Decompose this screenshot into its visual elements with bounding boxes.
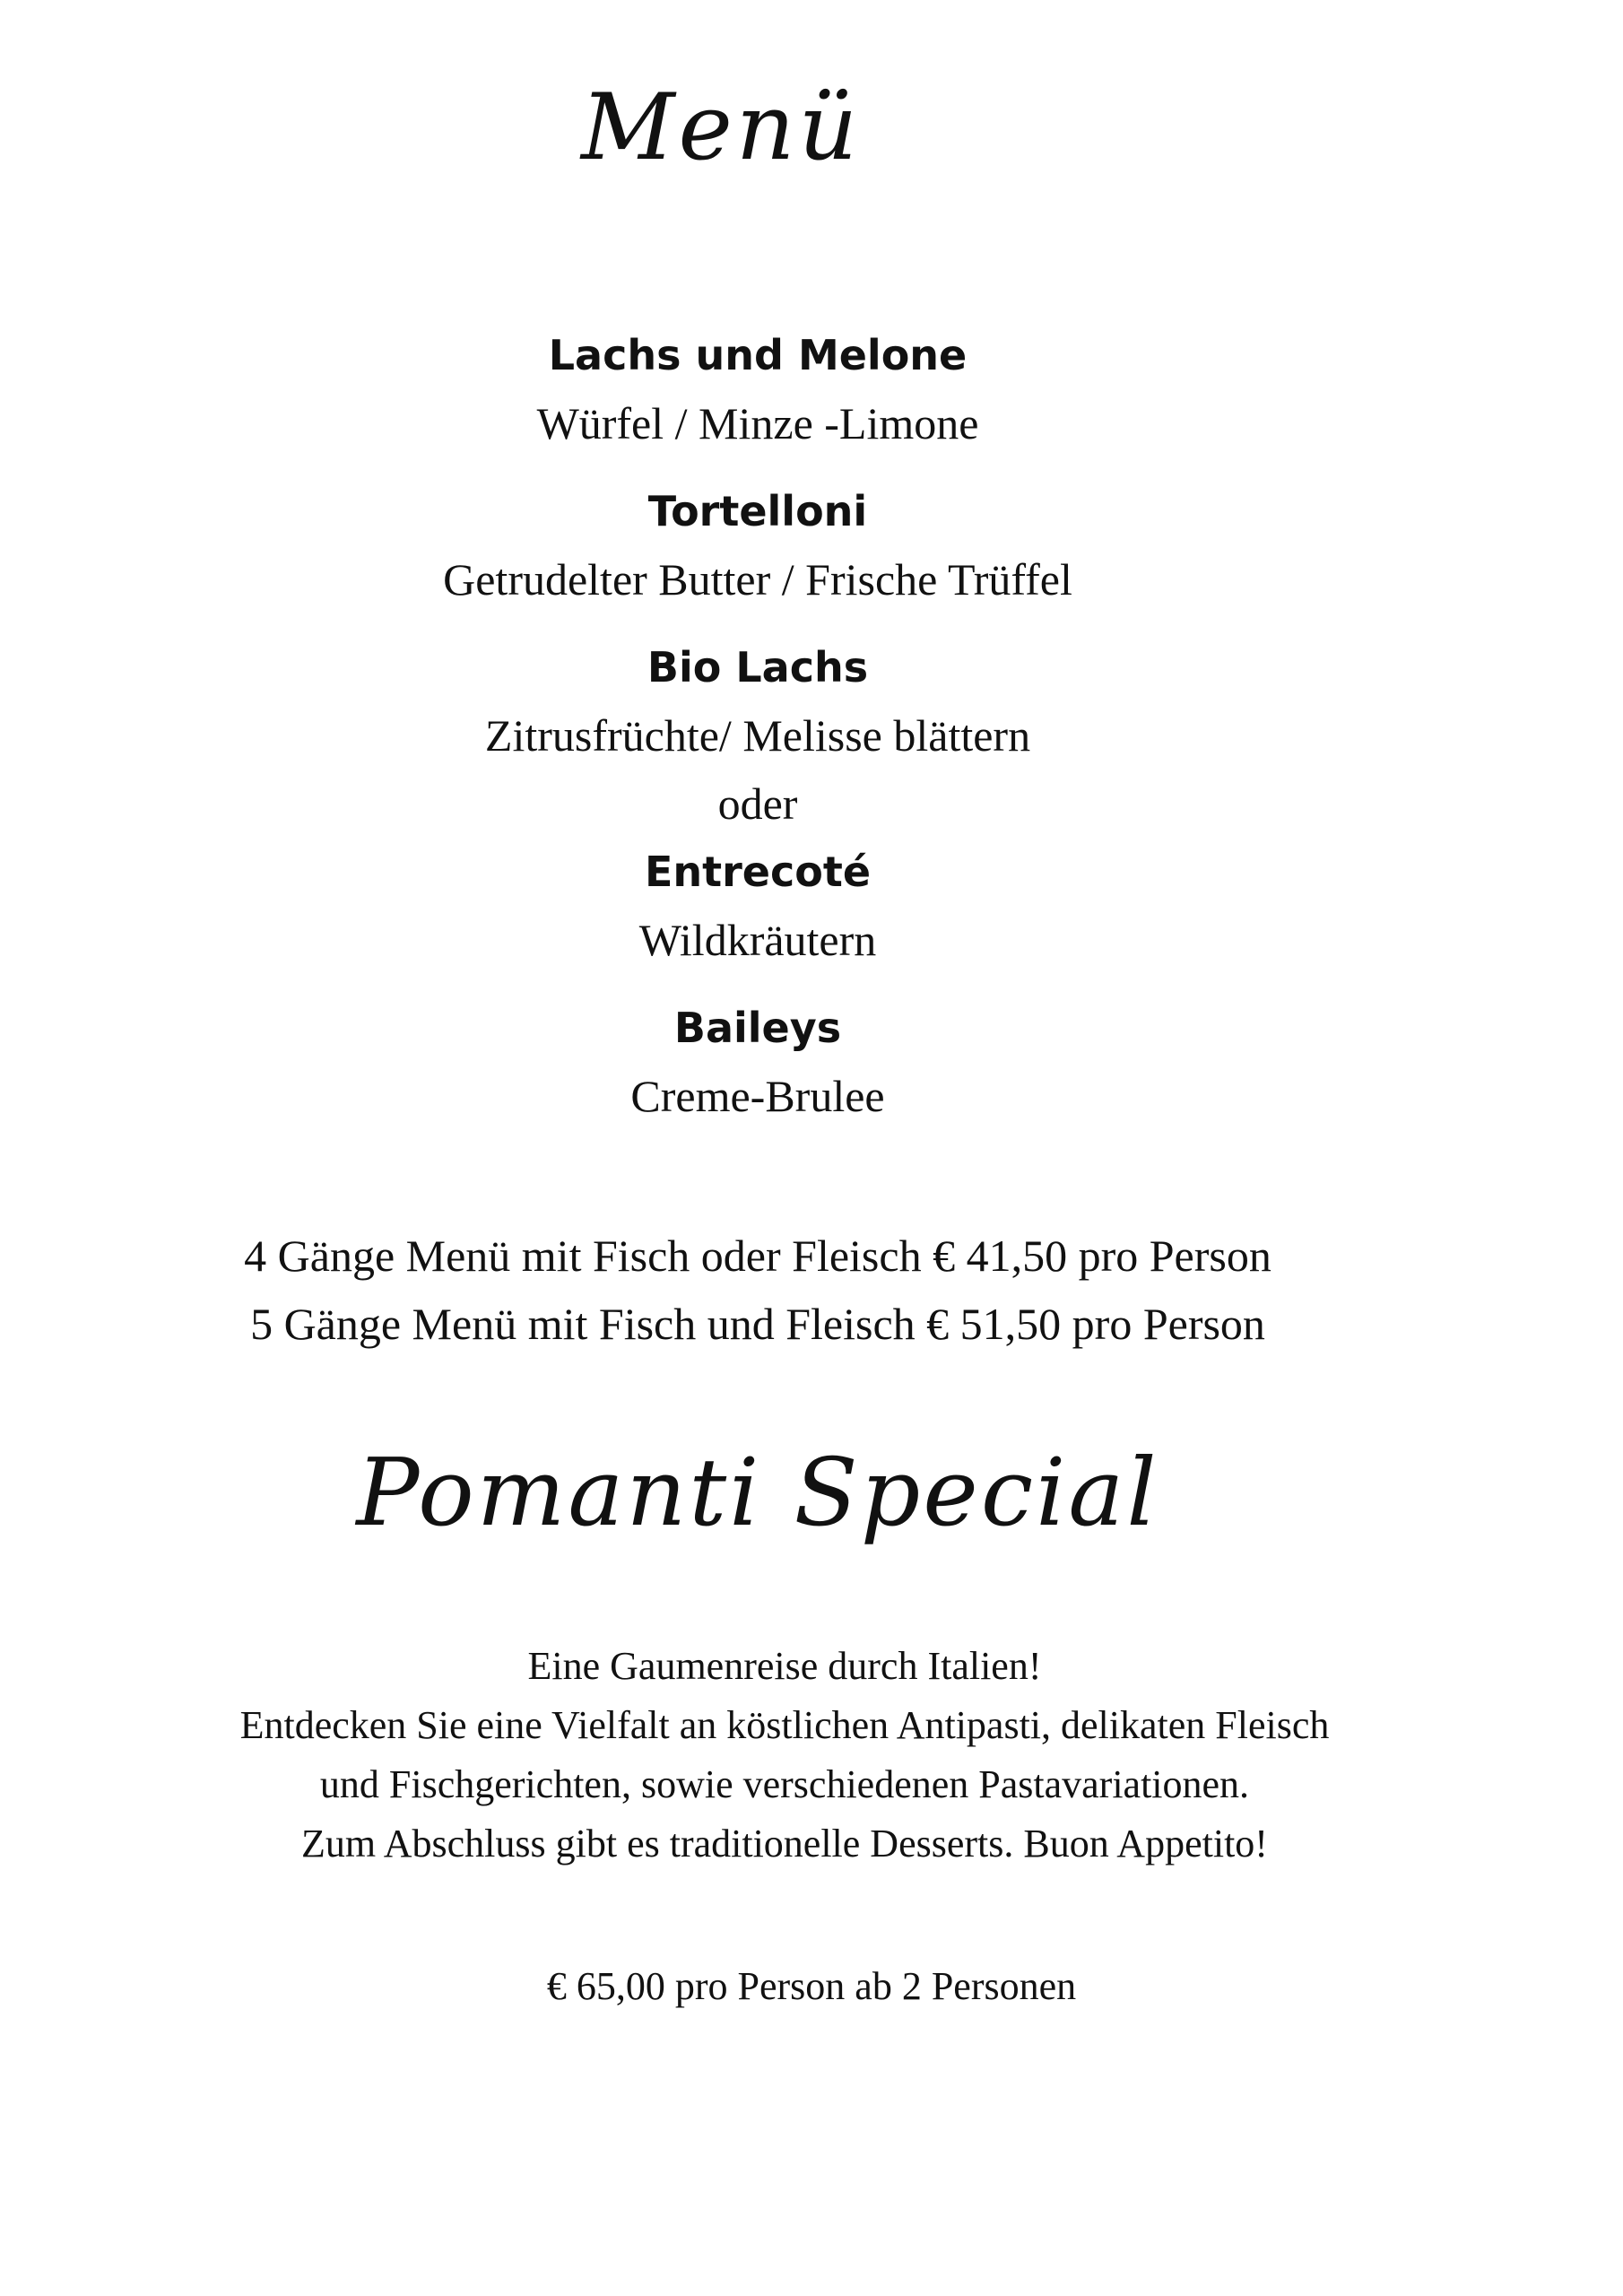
special-title: Pomanti Special (356, 1438, 1159, 1547)
course-item (0, 477, 1515, 613)
course-description: Zitrusfrüchte/ Melisse blättern (484, 710, 1031, 761)
course-list (0, 321, 1515, 1150)
price-line: 4 Gänge Menü mit Fisch oder Fleisch € 41,50 pro Person (244, 1231, 1271, 1281)
special-price: € 65,00 pro Person ab 2 Personen (546, 1964, 1077, 2008)
special-line: Zum Abschluss gibt es traditionelle Desserts. Buon Appetito! (301, 1822, 1268, 1866)
course-item (0, 994, 1515, 1130)
course-item (0, 838, 1515, 974)
special-line: und Fischgerichten, sowie verschiedenen Pastavariationen. (319, 1762, 1250, 1806)
menu-title: Menü (581, 74, 862, 181)
menu-prices (0, 1222, 1515, 1358)
course-description: Creme-Brulee (630, 1071, 885, 1121)
course-description: Würfel / Minze -Limone (536, 398, 979, 448)
course-description: Wildkräutern (638, 915, 877, 965)
course-item (0, 633, 1515, 770)
course-name: Bio Lachs (647, 643, 869, 691)
price-line: 5 Gänge Menü mit Fisch und Fleisch € 51,50 pro Person (250, 1299, 1265, 1349)
course-name: Entrecoté (644, 848, 872, 896)
course-name: Lachs und Melone (548, 331, 968, 379)
or-separator: oder (717, 778, 798, 829)
special-description (0, 1637, 1569, 1874)
course-item (0, 321, 1515, 457)
course-name: Baileys (673, 1004, 842, 1052)
special-line: Eine Gaumenreise durch Italien! (527, 1644, 1042, 1688)
special-line: Entdecken Sie eine Vielfalt an köstlichen Antipasti, delikaten Fleisch (239, 1703, 1330, 1747)
course-name: Tortelloni (647, 487, 868, 535)
course-description: Getrudelter Butter / Frische Trüffel (443, 554, 1072, 604)
